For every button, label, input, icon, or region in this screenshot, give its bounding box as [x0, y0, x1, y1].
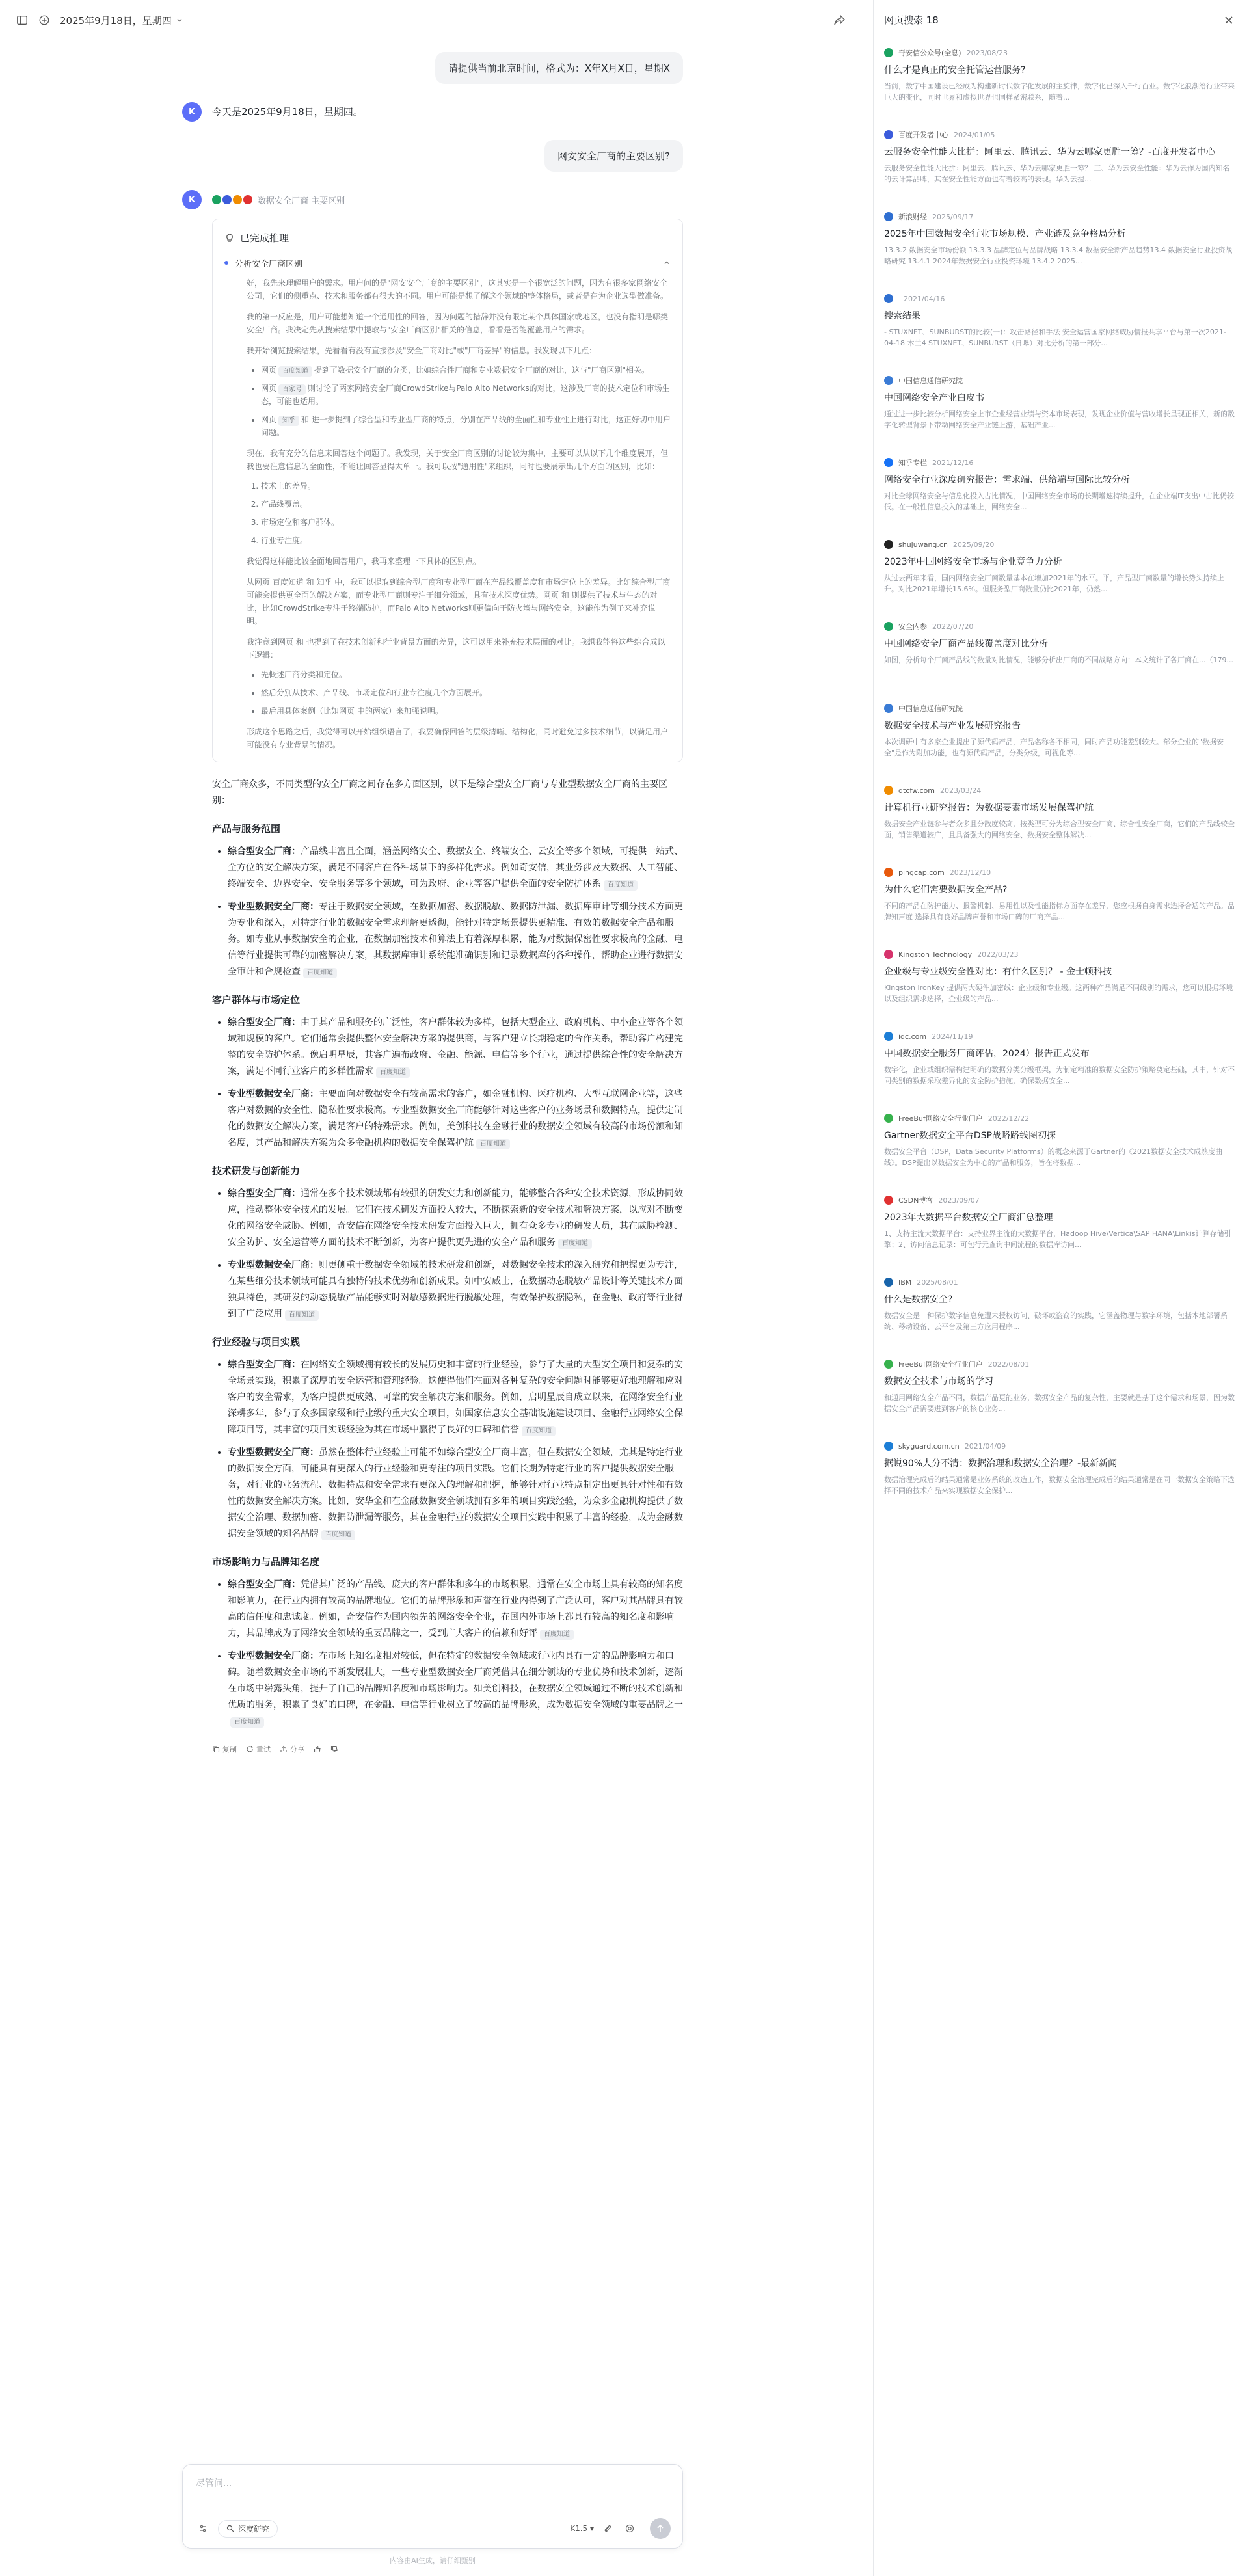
result-site: 中国信息通信研究院 [898, 377, 963, 385]
answer-item: • 综合型安全厂商：在网络安全领域拥有较长的发展历史和丰富的行业经验，参与了大量的大型安全项目和复杂的安全场景实践，积累了深厚的安全运营和管理经验。这使得他们在面对各种复杂的安全问题时能够更好地理解和应对客户的安全需求，为客户提供更成熟、可靠的安全解决方案和服务。例如，启明星辰自成立以来，在网络安全行业深耕多年，参与了众多国家级和行业级的重大安全项目，如国家信息安全基础设施建设项目、金融行业网络安全保障项目等，其丰富的项目实践经验为其在市场中赢得了良好的口碑和信誉 百度知道 [228, 1357, 683, 1438]
reasoning-content [247, 276, 671, 751]
result-date: 2024/01/05 [954, 130, 995, 139]
result-title[interactable]: 什么才是真正的安全托管运营服务? [884, 65, 1026, 75]
result-meta [884, 1030, 1235, 1042]
citation-chip[interactable]: 百度知道 [303, 968, 337, 978]
reasoning-paragraph: 我觉得这样能比较全面地回答用户，我再来整理一下具体的区别点。 [247, 557, 481, 566]
site-favicon-icon [884, 1114, 893, 1123]
result-snippet: 对比全球网络安全与信息化投入占比情况，中国网络安全市场的长期增速持续提升，在企业端IT支出中占比仍较低。在一般性信息投入的基础上，网络安全... [884, 492, 1234, 511]
result-site: CSDN博客 [898, 1196, 933, 1205]
reasoning-paragraph: 现在，我有充分的信息来回答这个问题了。我发现，关于安全厂商区别的讨论较为集中，主要可以从以下几个维度展开，但我也要注意信息的全面性，不能让回答显得太单一。我可以按"通用性"来组织，同时也要展示出几个方面的区别，比如： [247, 449, 669, 471]
retry-button[interactable]: 重试 [246, 1744, 271, 1754]
result-title[interactable]: 为什么它们需要数据安全产品? [884, 885, 1008, 895]
answer-item: • 专业型数据安全厂商：在市场上知名度相对较低，但在特定的数据安全领域或行业内具有一定的品牌影响力和口碑。随着数据安全市场的不断发展壮大，一些专业型数据安全厂商凭借其在细分领域的专业优势和技术创新，逐渐在市场中崭露头角，提升了自己的品牌知名度和市场影响力。如美创科技，在数据安全领域通过不断的技术创新和优质的服务，积累了良好的口碑，在金融、电信等行业树立了较高的品牌形象，成为数据安全领域的重要品牌之一百度知道 [228, 1648, 683, 1730]
section-heading: 客户群体与市场定位 [212, 994, 301, 1006]
answer-item: • 专业型数据安全厂商：主要面向对数据安全有较高需求的客户，如金融机构、医疗机构、大型互联网企业等，这些客户对数据的安全性、隐私性要求极高。专业型数据安全厂商能够针对这些客户的业务场景和数据特点，提供定制化的数据安全解决方案，满足客户的特殊需求。例如，美创科技在金融行业的数据安全领域有较高的市场份额和知名度，其产品和解决方案为众多金融机构的数据安全保驾护航 百度知道 [228, 1086, 683, 1151]
citation-chip[interactable]: 百度知道 [540, 1630, 574, 1640]
assistant-message [182, 190, 683, 1754]
result-title[interactable]: 数据安全技术与产业发展研究报告 [884, 721, 1021, 731]
result-title[interactable]: 什么是数据安全? [884, 1295, 953, 1305]
message-composer [182, 2464, 683, 2549]
search-sources-chip[interactable] [212, 190, 683, 209]
result-meta [884, 785, 1235, 796]
panel-title: 网页搜索 18 [884, 14, 939, 26]
dimension-item: 1. 技术上的差异。 [261, 479, 671, 492]
result-snippet: 数据安全产业链参与者众多且分散度较高，按类型可分为综合型安全厂商、综合性安全厂商，它们的产品线较全面，销售渠道较广，且具备强大的网络安全、数据安全整体解决... [884, 820, 1235, 839]
deep-research-button[interactable]: 深度研究 [218, 2520, 278, 2538]
answer-item: • 综合型安全厂商：产品线丰富且全面，涵盖网络安全、数据安全、终端安全、云安全等多个领域，可提供一站式、全方位的安全解决方案，满足不同客户在各种场景下的多样化需求。例如奇安信，其业务涉及大数据、人工智能、终端安全、边界安全、安全服务等多个领域，可为政府、企业等客户提供全面的安全防护体系 百度知道 [228, 844, 683, 892]
site-favicon-icon [884, 1196, 893, 1205]
result-snippet: - STUXNET、SUNBURST的比较(一)：攻击路径和手法 安全运营国家网络威胁情报共享平台与第一次2021-04-18 木兰4 STUXNET、SUNBURST（日曝）对比分析的第一部分... [884, 328, 1226, 347]
source-favicon [233, 195, 242, 204]
section-heading: 行业经验与项目实践 [212, 1336, 301, 1348]
result-snippet: 如图，分析每个厂商产品线的数量对比情况，能够分析出厂商的不同战略方向：本文统计了各厂商在...（179... [884, 656, 1233, 664]
result-meta [884, 375, 1235, 386]
answer-item: • 综合型安全厂商：通常在多个技术领域都有较强的研发实力和创新能力，能够整合各种安全技术资源，形成协同效应，推动整体安全技术的发展。它们在技术研发方面投入较大，不断探索新的安全技术和解决方案，以应对不断变化的网络安全威胁。例如，奇安信在网络安全技术研发方面投入巨大，拥有众多专业的研发人员，其在威胁检测、安全防护、安全运营等方面的技术不断创新，为客户提供更先进的安全产品和服务 百度知道 [228, 1186, 683, 1251]
search-result[interactable] [884, 1112, 1235, 1194]
search-result[interactable] [884, 621, 1235, 703]
arrow-up-icon [656, 2524, 665, 2533]
result-site: shujuwang.cn [898, 540, 948, 549]
result-meta [884, 1194, 1235, 1206]
reasoning-step-label: 分析安全厂商区别 [235, 259, 303, 269]
reasoning-paragraph: 形成这个思路之后，我觉得可以开始组织语言了，我要确保回答的层级清晰、结构化，同时避免过多技术细节，以满足用户可能没有专业背景的情况。 [247, 727, 669, 749]
citation-chip[interactable]: 百度知道 [285, 1310, 319, 1321]
result-date: 2023/03/24 [940, 786, 982, 795]
share-button[interactable]: 分享 [280, 1744, 304, 1754]
search-result[interactable] [884, 703, 1235, 785]
site-favicon-icon [884, 868, 893, 877]
section-heading: 产品与服务范围 [212, 823, 281, 835]
reasoning-bullet: • 网页 知乎 和 进一步提到了综合型和专业型厂商的特点，分别在产品线的全面性和专业性上进行对比，这正好切中用户问题。 [261, 413, 671, 439]
result-meta [884, 1440, 1235, 1452]
result-date: 2022/08/01 [987, 1360, 1030, 1369]
ai-disclaimer: 内容由AI生成，请仔细甄别 [390, 2556, 476, 2565]
result-date: 2023/12/10 [949, 868, 991, 877]
answer-item: • 专业型数据安全厂商：虽然在整体行业经验上可能不如综合型安全厂商丰富，但在数据安全领域，尤其是特定行业的数据安全方面，可能具有更深入的行业经验和更专注的项目实践。它们长期为特定行业的客户提供数据安全服务，对行业的业务流程、数据特点和安全需求有更深入的理解和把握，能够针对行业特点制定出更具针对性和有效性的数据安全解决方案。比如，安华金和在金融数据安全领域拥有多年的项目实践经验，为众多金融机构提供了数据安全治理、数据加密、数据防泄漏等服务，其在金融行业的数据安全项目实践中积累了丰富的经验，成为金融数据安全领域的知名品牌 百度知道 [228, 1445, 683, 1542]
reasoning-bullet: • 网页 百度知道 提到了数据安全厂商的分类，比如综合性厂商和专业数据安全厂商的对比，这与"厂商区别"相关。 [261, 364, 671, 377]
result-date: 2022/07/20 [932, 622, 974, 631]
citation-chip[interactable]: 百度知道 [558, 1239, 592, 1249]
user-bubble: 网安安全厂商的主要区别? [544, 140, 683, 172]
result-date: 2025/09/20 [952, 540, 995, 549]
copy-button[interactable]: 复制 [212, 1744, 237, 1754]
result-title[interactable]: Gartner数据安全平台DSP战略路线图初探 [884, 1131, 1056, 1141]
web-search-panel [873, 0, 1249, 2576]
result-date: 2025/09/17 [932, 212, 974, 221]
refresh-icon [246, 1745, 254, 1753]
share-icon[interactable] [833, 13, 847, 27]
site-favicon-icon [884, 786, 893, 795]
dimension-item: 2. 产品线覆盖。 [261, 498, 671, 511]
result-title[interactable]: 据说90%人分不清：数据治理和数据安全治理？-最新新闻 [884, 1458, 1118, 1469]
dimension-item: 3. 市场定位和客户群体。 [261, 516, 671, 529]
result-title[interactable]: 数据安全技术与市场的学习 [884, 1376, 993, 1387]
result-snippet: 和通用网络安全产品不同，数据产品更能业务，数据安全产品的复杂性，主要就是基于这个需求和场景，因为数据安全产品需要进到客户的核心业务... [884, 1393, 1235, 1413]
result-meta [884, 1358, 1235, 1370]
citation-chip[interactable]: 百度知道 [230, 1717, 264, 1728]
result-site: IBM [898, 1278, 912, 1287]
result-title[interactable]: 中国网络安全产业白皮书 [884, 393, 984, 403]
result-site: 百度开发者中心 [898, 131, 948, 139]
assistant-text: 今天是2025年9月18日，星期四。 [212, 106, 363, 118]
search-result[interactable] [884, 457, 1235, 539]
result-site: dtcfw.com [898, 786, 935, 795]
reasoning-paragraph: 我的第一反应是，用户可能想知道一个通用性的回答，因为问题的措辞并没有限定某个具体国家或地区，也没有指明是哪类安全厂商。我决定先从搜索结果中提取与"安全厂商区别"相关的信息，看看是否能覆盖用户的需求。 [247, 312, 669, 334]
result-snippet: 云服务安全性能大比拼：阿里云、腾讯云、华为云哪家更胜一筹？ 三、华为云安全性能：华为云作为国内知名的云计算品牌，其在安全性能方面也有着较高的表现。华为云提... [884, 164, 1230, 183]
result-snippet: Kingston IronKey 提供两大硬件加密线：企业级和专业级。这两种产品满足不同级别的需求，您可以根据环境以及组织需求选择，企业级的产品... [884, 984, 1233, 1003]
site-favicon-icon [884, 1442, 893, 1451]
result-meta [884, 866, 1235, 878]
search-result[interactable] [884, 948, 1235, 1030]
section-list [212, 1357, 683, 1542]
site-favicon-icon [884, 130, 893, 139]
result-title[interactable]: 2025年中国数据安全行业市场规模、产业链及竞争格局分析 [884, 229, 1126, 239]
result-meta [884, 211, 1235, 222]
site-favicon-icon [884, 294, 893, 303]
answer-intro: 安全厂商众多，不同类型的安全厂商之间存在多方面区别，以下是综合型安全厂商与专业型数据安全厂商的主要区别： [212, 779, 667, 806]
thumbs-down-icon[interactable] [330, 1744, 338, 1754]
result-snippet: 数据安全是一种保护数字信息免遭未授权访问、破坏或盗窃的实践，它涵盖物理与数字环境，包括本地部署系统、移动设备、云平台及第三方应用程序... [884, 1311, 1228, 1331]
result-date: 2021/12/16 [932, 458, 974, 467]
assistant-message [182, 102, 683, 122]
reasoning-bullets [247, 364, 671, 439]
section-heading: 技术研发与创新能力 [212, 1165, 301, 1177]
chat-title[interactable] [60, 14, 183, 27]
result-meta [884, 47, 1235, 59]
search-result[interactable] [884, 1276, 1235, 1358]
search-result[interactable] [884, 785, 1235, 866]
result-snippet: 通过进一步比较分析网络安全上市企业经营业绩与资本市场表现，发现企业价值与营收增长呈现正相关，新的数字化转型背景下带动网络安全产业链上游，基础产业... [884, 410, 1235, 429]
result-site: pingcap.com [898, 868, 945, 877]
chevron-up-icon [663, 259, 671, 267]
result-title[interactable]: 云服务安全性能大比拼：阿里云、腾讯云、华为云哪家更胜一筹？-百度开发者中心 [884, 147, 1216, 157]
result-snippet: 不同的产品在防护能力、报警机制、易用性以及性能指标方面存在差异，您应根据自身需求选择合适的产品。品牌知声度 选择具有良好品牌声誉和市场口碑的厂商产品... [884, 902, 1235, 921]
search-results-list [884, 47, 1235, 1522]
citation-chip[interactable]: 百度知道 [604, 880, 638, 891]
reasoning-paragraph: 我开始浏览搜索结果，先看看有没有直接涉及"安全厂商对比"或"厂商差异"的信息。我发现以下几点： [247, 346, 597, 355]
message-actions [212, 1744, 683, 1754]
reasoning-logic [247, 668, 671, 718]
answer-item: • 综合型安全厂商：凭借其广泛的产品线、庞大的客户群体和多年的市场积累，通常在安全市场上具有较高的知名度和影响力，在行业内拥有较高的品牌地位。它们的品牌形象和声誉在行业内得到了广泛认可，客户对其品牌具有较高的信任度和忠诚度。例如，奇安信作为国内领先的网络安全企业，在国内外市场上都具有较高的知名度和影响力，其品牌成为了网络安全领域的重要品牌之一，受到广大客户的信赖和好评 百度知道 [228, 1577, 683, 1642]
result-title[interactable]: 中国网络安全厂商产品线覆盖度对比分析 [884, 639, 1048, 649]
result-site: 安全内参 [898, 623, 927, 631]
site-favicon-icon [884, 212, 893, 221]
result-snippet: 数字化，企业或组织需构建明确的数据分类分级框架，为制定精准的数据安全防护策略奠定基础，其中，针对不同类别的数据采取差异化的安全防护措施，确保数据安全... [884, 1066, 1235, 1085]
site-favicon-icon [884, 376, 893, 385]
section-list [212, 844, 683, 980]
reasoning-bullet: • 网页 百家号 则讨论了两家网络安全厂商CrowdStrike与Palo Alto Networks的对比，这涉及厂商的技术定位和市场生态，可能也适用。 [261, 382, 671, 408]
section-heading: 市场影响力与品牌知名度 [212, 1556, 320, 1568]
chat-thread [182, 40, 683, 1754]
user-message [182, 140, 683, 172]
result-date: 2021/04/16 [904, 294, 945, 303]
result-meta [884, 129, 1235, 141]
result-title[interactable]: 中国数据安全服务厂商评估，2024）报告正式发布 [884, 1049, 1090, 1059]
result-snippet: 从过去两年来看，国内网络安全厂商数量基本在增加2021年的水平。平，产品型厂商数量的增长势头持续上升。对比2021年增长15.6%。但服务型厂商数量仍比2021年，仍然... [884, 574, 1224, 593]
result-meta [884, 1276, 1235, 1288]
assistant-avatar: K [182, 102, 202, 122]
result-site: 奇安信公众号(全息) [898, 49, 961, 57]
result-meta [884, 1112, 1235, 1124]
send-button[interactable] [650, 2518, 671, 2539]
result-site: idc.com [898, 1032, 927, 1041]
answer-body [212, 777, 683, 1730]
search-result[interactable] [884, 1030, 1235, 1112]
result-snippet: 13.3.2 数据安全市场份额 13.3.3 品牌定位与品牌战略 13.3.4 数据安全新产品趋势13.4 数据安全行业投资战略研究 13.4.1 2024年数据安全行业投资环境 13.4.2 2025... [884, 246, 1233, 265]
chevron-down-icon [176, 16, 183, 24]
composer-right-controls [570, 2518, 671, 2539]
result-site: FreeBuf网络安全行业门户 [898, 1114, 983, 1123]
reasoning-paragraph: 从网页 百度知道 和 知乎 中，我可以提取到综合型厂商和专业型厂商在产品线覆盖度和市场定位上的差异。比如综合型厂商可能会提供更全面的解决方案，而专业型厂商则专注于细分领域，具有技术深度优势。网页 和 则提供了技术与生态的对比，比如CrowdStrike专注于终端防护，而Palo Alto Networks则更偏向于防火墙与网络安全，这能作为例子来补充说明。 [247, 578, 671, 626]
result-snippet: 1、支持主流大数据平台：支持业界主流的大数据平台，Hadoop Hive\Vertica\SAP HANA\Linkis计算存储引擎；2、访问信息记录：可包行元查询中间流程的数据库访问... [884, 1229, 1231, 1249]
result-title[interactable]: 2023年中国网络安全市场与企业竞争力分析 [884, 557, 1062, 567]
answer-item: • 综合型安全厂商：由于其产品和服务的广泛性，客户群体较为多样，包括大型企业、政府机构、中小企业等各个领域和规模的客户。它们通常会提供整体安全解决方案的提供商，与客户建立长期稳定的合作关系，帮助客户构建完整的安全防护体系。像启明星辰，其客户遍布政府、金融、能源、电信等多个行业，通过提供综合性的安全解决方案，满足不同行业客户的多样性需求 百度知道 [228, 1015, 683, 1080]
thumbs-up-icon[interactable] [314, 1744, 321, 1754]
site-favicon-icon [884, 1278, 893, 1287]
site-favicon-icon [884, 540, 893, 549]
result-meta [884, 621, 1235, 632]
search-result[interactable] [884, 375, 1235, 457]
result-site: skyguard.com.cn [898, 1442, 960, 1451]
site-favicon-icon [884, 622, 893, 631]
result-date: 2023/08/23 [966, 48, 1008, 57]
result-date: 2024/11/19 [932, 1032, 973, 1041]
result-meta [884, 539, 1235, 550]
reasoning-dimensions [247, 479, 671, 547]
search-result[interactable] [884, 1358, 1235, 1440]
citation-chip[interactable]: 百度知道 [278, 366, 312, 377]
citation-chip[interactable]: 百家号 [278, 384, 306, 395]
site-favicon-icon [884, 48, 893, 57]
site-favicon-icon [884, 1032, 893, 1041]
result-title[interactable]: 搜索结果 [884, 311, 920, 321]
site-favicon-icon [884, 458, 893, 467]
result-title[interactable]: 2023年大数据平台数据安全厂商汇总整理 [884, 1213, 1053, 1223]
site-favicon-icon [884, 950, 893, 959]
attachment-icon[interactable] [599, 2520, 616, 2537]
result-date: 2023/09/07 [938, 1196, 980, 1205]
result-site: Kingston Technology [898, 950, 973, 959]
logic-item: • 最后用具体案例（比如网页 中的两家）来加强说明。 [261, 704, 671, 718]
result-date: 2021/04/09 [964, 1442, 1006, 1451]
search-result[interactable] [884, 539, 1235, 621]
reasoning-step[interactable] [224, 254, 671, 271]
source-favicon [212, 195, 221, 204]
answer-item: • 专业型数据安全厂商：则更侧重于数据安全领域的技术研发和创新，对数据安全技术的深入研究和把握更为专注，在某些细分技术领域可能具有独特的技术优势和创新成果。如中安威士，在数据动态脱敏产品设计等关键技术方面独具特色，其研发的动态脱敏产品能够实时对敏感数据进行脱敏处理，有效保护数据隐私，在金融、政府等行业得到了广泛应用 百度知道 [228, 1257, 683, 1322]
result-meta [884, 457, 1235, 468]
citation-chip[interactable]: 百度知道 [522, 1426, 556, 1436]
reasoning-panel [212, 219, 683, 762]
result-date: 2025/08/01 [917, 1278, 958, 1287]
assistant-avatar: K [182, 190, 202, 209]
model-selector[interactable]: K1.5 ▾ [570, 2524, 594, 2533]
user-message [182, 52, 683, 84]
lightbulb-icon [224, 232, 235, 243]
tools-icon[interactable] [195, 2520, 211, 2537]
reasoning-paragraph: 我注意到网页 和 也提到了在技术创新和行业背景方面的差异，这可以用来补充技术层面的对比。我想我能将这些综合成以下逻辑： [247, 637, 665, 660]
reasoning-paragraph: 好，我先来理解用户的需求。用户问的是"网安安全厂商的主要区别"，这其实是一个很宽泛的问题，因为有很多家网络安全公司，它们的侧重点、技术和服务都有很大的不同。用户可能是想了解这个领域的整体格局，或者是在为企业选型做准备。 [247, 278, 669, 301]
result-title[interactable]: 网络安全行业深度研究报告：需求端、供给端与国际比较分析 [884, 475, 1130, 485]
site-favicon-icon [884, 1360, 893, 1369]
answer-item: • 专业型数据安全厂商：专注于数据安全领域，在数据加密、数据脱敏、数据防泄漏、数据库审计等细分技术方面更为专业和深入，对特定行业的数据安全需求理解更透彻，能针对特定场景提供更精准、有效的数据安全产品和服务。如专业从事数据安全的企业，在数据加密技术和算法上有着深厚积累，能为对数据保密性要求极高的金融、电信等行业提供可靠的加密解决方案，其数据库审计系统能准确识别和记录数据库的各种操作，帮助企业进行数据安全审计和合规检查 百度知道 [228, 899, 683, 980]
reasoning-header[interactable] [224, 228, 671, 247]
dimension-item: 4. 行业专注度。 [261, 534, 671, 547]
search-result[interactable] [884, 211, 1235, 293]
citation-chip[interactable]: 百度知道 [321, 1530, 355, 1540]
result-title[interactable]: 计算机行业研究报告：为数据要素市场发展保驾护航 [884, 803, 1094, 813]
source-favicon [243, 195, 252, 204]
result-site: 知乎专栏 [898, 459, 927, 467]
search-result[interactable] [884, 129, 1235, 211]
sidebar-toggle-icon[interactable] [16, 14, 29, 27]
composer-toolbar [195, 2518, 671, 2539]
search-result[interactable] [884, 1194, 1235, 1276]
share-icon [280, 1745, 288, 1753]
citation-chip[interactable]: 百度知道 [476, 1139, 510, 1149]
result-site: 新浪财经 [898, 213, 927, 221]
result-date: 2022/03/23 [977, 950, 1019, 959]
result-meta [884, 948, 1235, 960]
research-icon [226, 2525, 234, 2532]
search-result[interactable] [884, 866, 1235, 948]
user-bubble: 请提供当前北京时间，格式为：X年X月X日，星期X [435, 52, 683, 84]
citation-chip[interactable]: 百度知道 [376, 1067, 410, 1078]
section-list [212, 1577, 683, 1730]
citation-chip[interactable]: 知乎 [278, 416, 299, 426]
step-dot [224, 261, 228, 265]
result-snippet: 当前，数字中国建设已经成为构建新时代数字化发展的主旋律，数字化已深入千行百业。数字化浪潮给行业带来巨大的变化，同时世界和虚拟世界也同样紧密联系，随着... [884, 82, 1235, 101]
source-favicon [222, 195, 232, 204]
search-result[interactable] [884, 47, 1235, 129]
message-input[interactable]: 尽管问... [196, 2478, 232, 2489]
section-list [212, 1015, 683, 1151]
result-snippet: 数据安全平台（DSP，Data Security Platforms）的概念来源于Gartner的《2021数据安全技术成熟度曲线》。DSP提出以数据安全为中心的产品和服务，旨在将数据... [884, 1147, 1222, 1167]
result-meta [884, 703, 1235, 714]
result-title[interactable]: 企业级与专业级安全性对比：有什么区别？ - 金士顿科技 [884, 967, 1112, 977]
chat-title-text: 2025年9月18日，星期四 [60, 14, 172, 27]
search-result[interactable] [884, 1440, 1235, 1522]
logic-item: • 然后分别从技术、产品线、市场定位和行业专注度几个方面展开。 [261, 686, 671, 699]
result-snippet: 数据治理完成后的结果通常是业务系统的改造工作，数据安全治理完成后的结果通常是在同一数据安全策略下选择不同的技术产品来实现数据安全保护... [884, 1475, 1235, 1495]
reasoning-status: 已完成推理 [240, 232, 289, 244]
site-favicon-icon [884, 704, 893, 713]
settings-icon[interactable] [621, 2520, 638, 2537]
top-bar [0, 0, 873, 40]
copy-icon [212, 1745, 220, 1753]
result-site: 中国信息通信研究院 [898, 704, 963, 713]
logic-item: • 先概述厂商分类和定位。 [261, 668, 671, 681]
section-list [212, 1186, 683, 1322]
search-query: 数据安全厂商 主要区别 [258, 196, 345, 206]
result-date: 2022/12/22 [987, 1114, 1030, 1123]
result-site: FreeBuf网络安全行业门户 [898, 1360, 983, 1369]
result-snippet: 本次调研中有多家企业提出了源代码产品，产品名称各不相同，同时产品功能差别较大。部分企业的"数据安全"是作为附加功能，也有源代码产品，分类分级，可视化等... [884, 738, 1224, 757]
result-meta [884, 293, 1235, 304]
close-icon[interactable] [1222, 13, 1236, 27]
new-chat-icon[interactable] [38, 14, 51, 27]
search-result[interactable] [884, 293, 1235, 375]
